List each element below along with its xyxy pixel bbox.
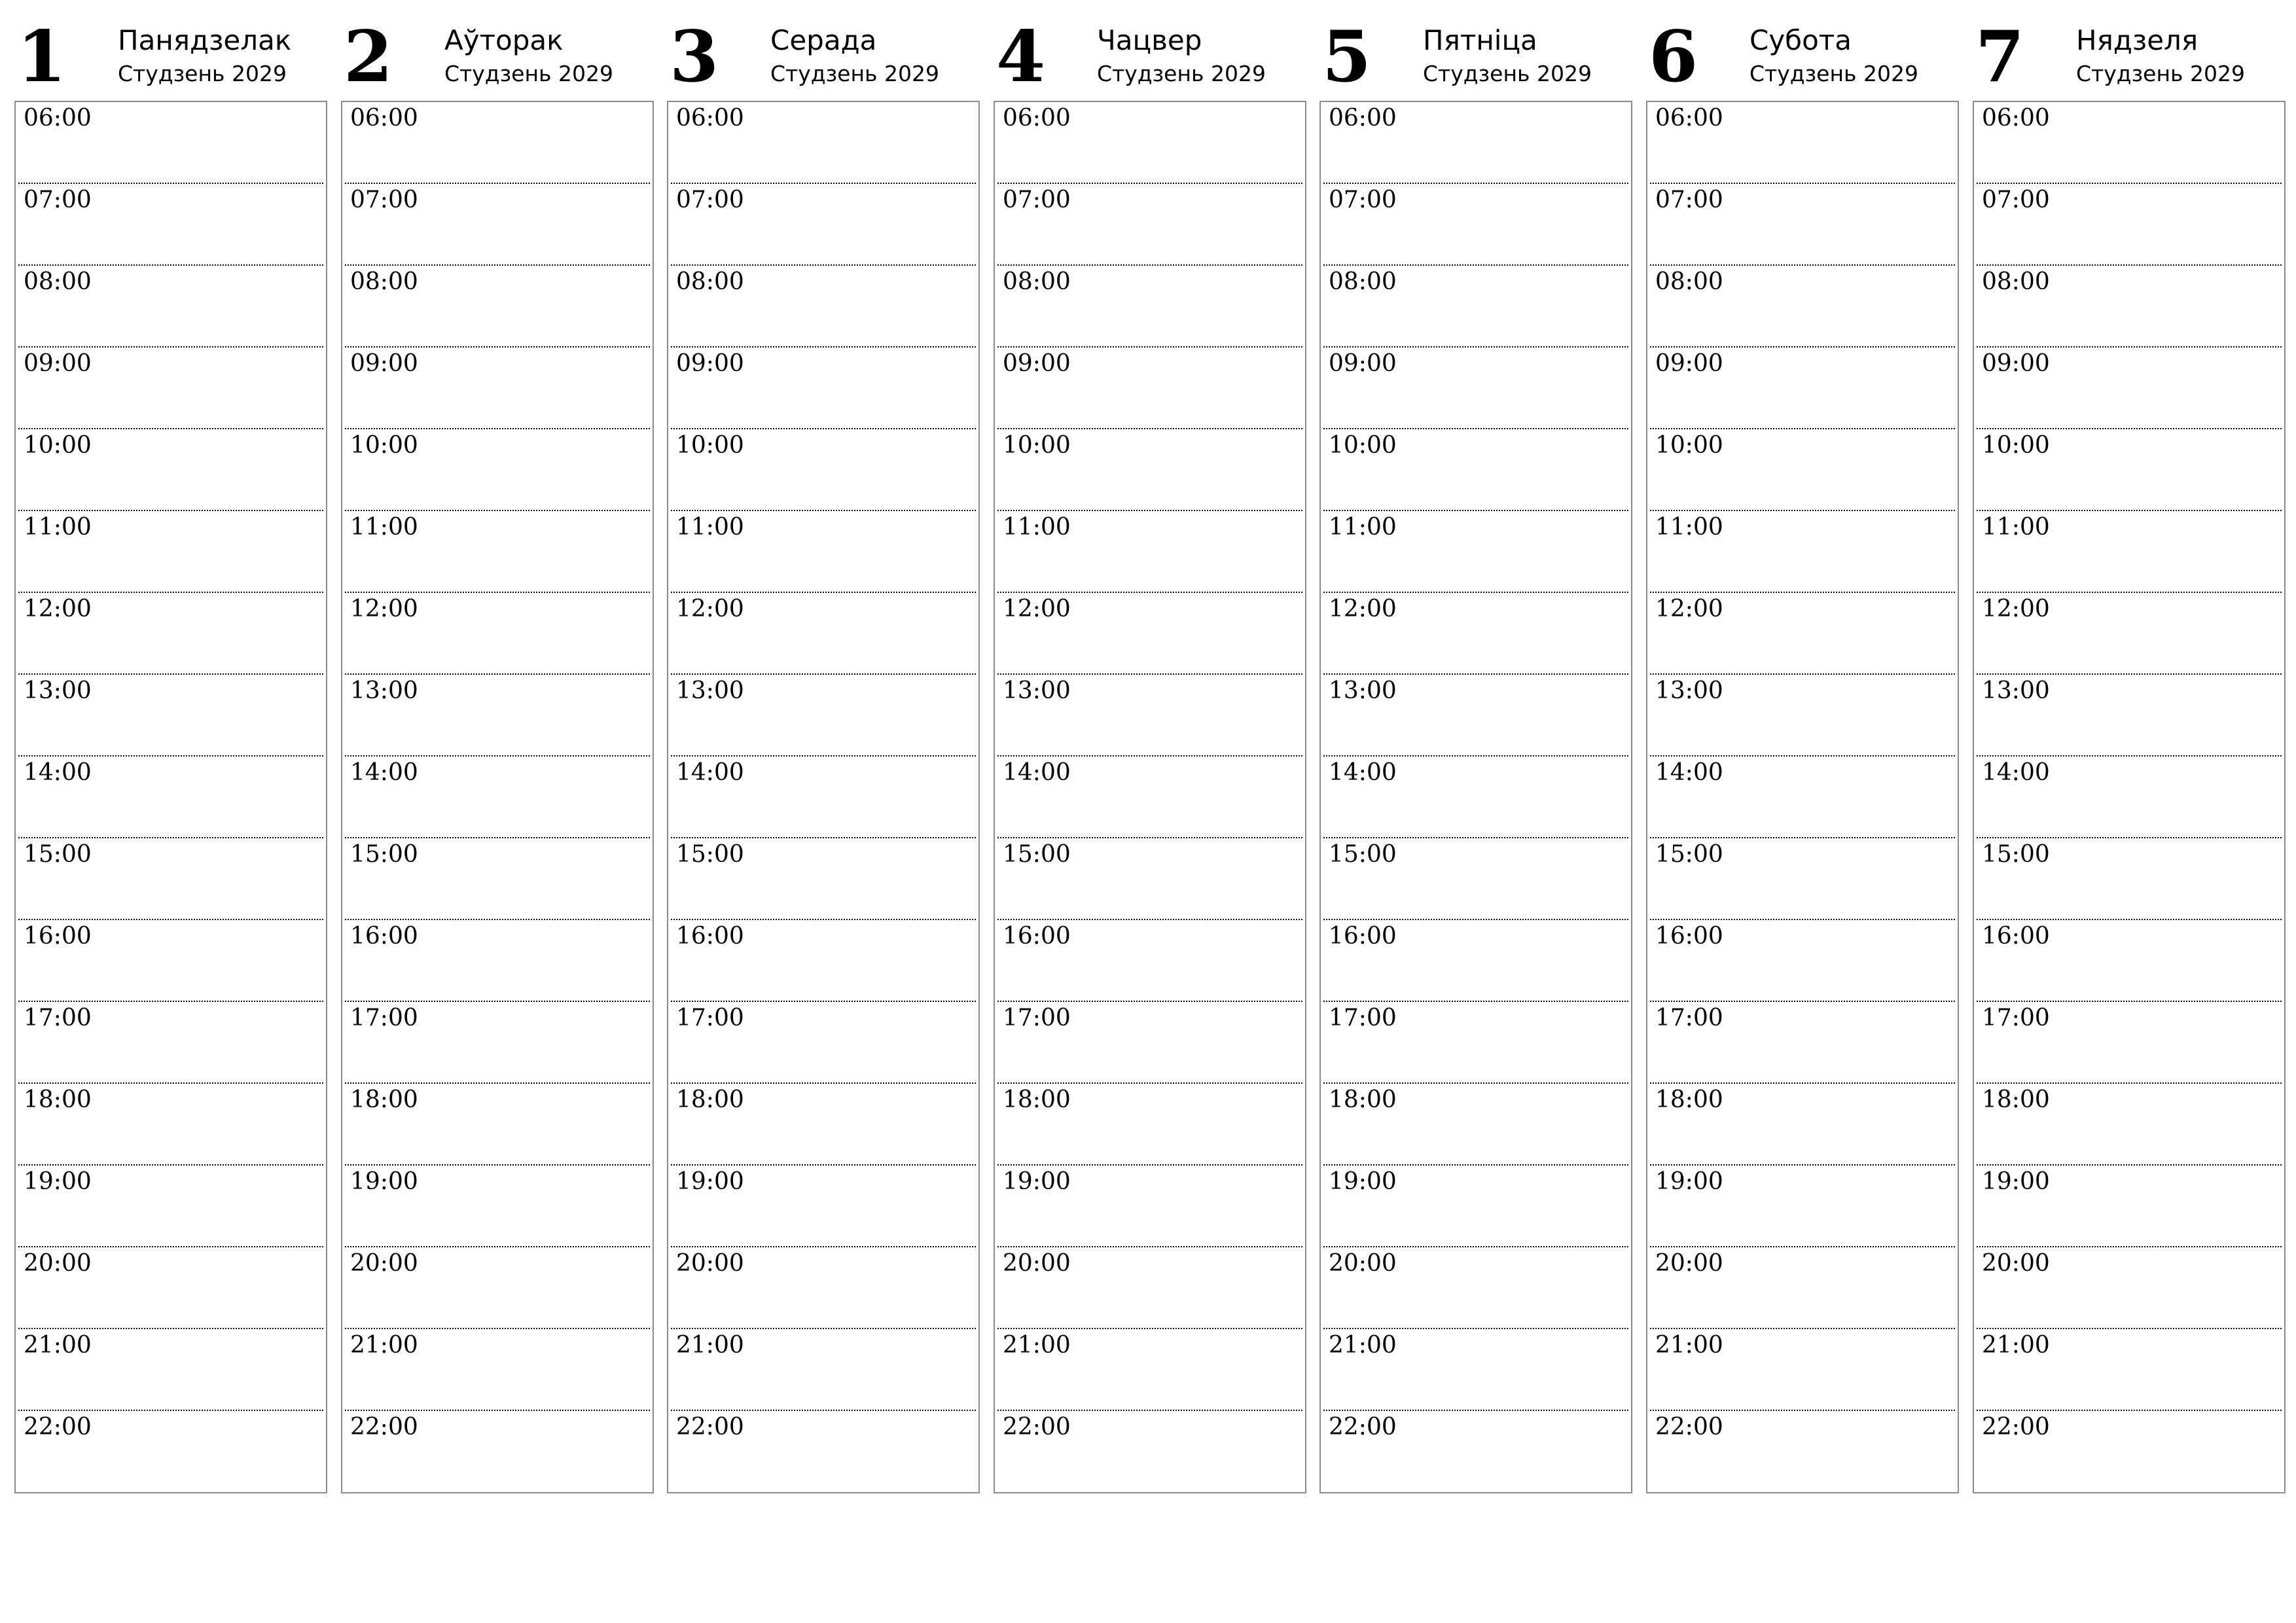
day-schedule	[341, 101, 654, 1493]
time-slot[interactable]	[668, 1002, 978, 1084]
time-label: 21:00	[24, 1332, 92, 1359]
time-slot[interactable]	[342, 348, 653, 429]
day-name: Серада	[770, 24, 877, 56]
time-slot[interactable]	[668, 1329, 978, 1411]
time-label: 15:00	[350, 841, 418, 868]
time-slot[interactable]	[1647, 1084, 1958, 1166]
time-slot[interactable]	[995, 348, 1305, 429]
time-label: 06:00	[676, 105, 744, 132]
time-slot[interactable]	[1974, 1084, 2284, 1166]
time-label: 08:00	[24, 268, 92, 295]
time-label: 20:00	[1003, 1250, 1071, 1277]
time-label: 19:00	[24, 1168, 92, 1195]
month-label: Студзень 2029	[1423, 61, 1592, 86]
day-number: 6	[1649, 16, 1698, 98]
time-slot[interactable]	[1974, 102, 2284, 184]
time-slot[interactable]	[995, 102, 1305, 184]
time-slot[interactable]	[1647, 593, 1958, 675]
time-slot[interactable]	[995, 920, 1305, 1002]
time-label: 18:00	[1655, 1086, 1723, 1113]
time-label: 15:00	[676, 841, 744, 868]
time-slot[interactable]	[1647, 429, 1958, 511]
time-slot[interactable]	[1321, 1002, 1631, 1084]
time-label: 20:00	[1655, 1250, 1723, 1277]
day-number: 5	[1322, 16, 1372, 98]
day-name: Чацвер	[1097, 24, 1202, 56]
time-slot[interactable]	[16, 838, 326, 920]
day-name: Пятніца	[1423, 24, 1537, 56]
time-slot[interactable]	[1321, 1084, 1631, 1166]
time-slot[interactable]	[668, 184, 978, 266]
time-slot[interactable]	[1974, 184, 2284, 266]
time-slot[interactable]	[995, 1247, 1305, 1329]
time-slot[interactable]	[1647, 184, 1958, 266]
time-slot[interactable]	[16, 266, 326, 348]
time-label: 09:00	[24, 350, 92, 377]
time-slot[interactable]	[995, 1166, 1305, 1247]
time-slot[interactable]	[342, 102, 653, 184]
time-label: 08:00	[1655, 268, 1723, 295]
time-slot[interactable]	[668, 1084, 978, 1166]
day-header	[1319, 0, 1632, 101]
time-slot[interactable]	[1321, 1166, 1631, 1247]
time-slot[interactable]	[1974, 920, 2284, 1002]
time-label: 17:00	[24, 1005, 92, 1031]
time-slot[interactable]	[16, 348, 326, 429]
time-slot[interactable]	[1647, 757, 1958, 838]
time-label: 08:00	[1982, 268, 2050, 295]
time-label: 22:00	[350, 1414, 418, 1440]
time-slot[interactable]	[342, 184, 653, 266]
time-slot[interactable]	[342, 429, 653, 511]
time-label: 22:00	[1003, 1414, 1071, 1440]
time-slot[interactable]	[995, 184, 1305, 266]
time-label: 07:00	[350, 187, 418, 213]
time-slot[interactable]	[668, 838, 978, 920]
time-label: 11:00	[350, 514, 418, 541]
time-slot[interactable]	[668, 429, 978, 511]
time-slot[interactable]	[668, 102, 978, 184]
day-schedule	[1973, 101, 2286, 1493]
time-slot[interactable]	[342, 1084, 653, 1166]
time-label: 07:00	[24, 187, 92, 213]
time-slot[interactable]	[1647, 348, 1958, 429]
time-label: 09:00	[676, 350, 744, 377]
time-slot[interactable]	[16, 1084, 326, 1166]
day-schedule	[14, 101, 327, 1493]
time-slot[interactable]	[1321, 1411, 1631, 1483]
time-label: 22:00	[1982, 1414, 2050, 1440]
day-schedule	[1319, 101, 1632, 1493]
time-label: 14:00	[350, 759, 418, 786]
time-slot[interactable]	[668, 675, 978, 757]
time-label: 14:00	[1003, 759, 1071, 786]
time-label: 18:00	[1982, 1086, 2050, 1113]
time-label: 09:00	[1003, 350, 1071, 377]
time-label: 17:00	[1003, 1005, 1071, 1031]
time-label: 14:00	[24, 759, 92, 786]
time-slot[interactable]	[668, 593, 978, 675]
time-label: 12:00	[24, 596, 92, 622]
time-label: 19:00	[1655, 1168, 1723, 1195]
time-slot[interactable]	[995, 1329, 1305, 1411]
time-label: 14:00	[1655, 759, 1723, 786]
time-label: 11:00	[1655, 514, 1723, 541]
time-label: 06:00	[1655, 105, 1723, 132]
time-label: 09:00	[1655, 350, 1723, 377]
time-slot[interactable]	[16, 675, 326, 757]
time-label: 15:00	[24, 841, 92, 868]
time-label: 21:00	[676, 1332, 744, 1359]
time-slot[interactable]	[1321, 348, 1631, 429]
month-label: Студзень 2029	[2076, 61, 2245, 86]
time-slot[interactable]	[668, 1166, 978, 1247]
time-label: 22:00	[676, 1414, 744, 1440]
time-slot[interactable]	[1974, 429, 2284, 511]
time-slot[interactable]	[16, 102, 326, 184]
time-slot[interactable]	[1974, 1166, 2284, 1247]
time-label: 18:00	[1003, 1086, 1071, 1113]
time-slot[interactable]	[16, 1411, 326, 1483]
time-slot[interactable]	[16, 1329, 326, 1411]
month-label: Студзень 2029	[770, 61, 939, 86]
time-slot[interactable]	[342, 593, 653, 675]
time-label: 16:00	[1329, 923, 1397, 950]
time-label: 10:00	[24, 432, 92, 459]
time-label: 09:00	[1329, 350, 1397, 377]
time-label: 13:00	[24, 677, 92, 704]
time-slot[interactable]	[342, 1002, 653, 1084]
time-label: 11:00	[676, 514, 744, 541]
time-label: 18:00	[24, 1086, 92, 1113]
time-label: 20:00	[676, 1250, 744, 1277]
time-label: 18:00	[1329, 1086, 1397, 1113]
time-slot[interactable]	[16, 1247, 326, 1329]
time-label: 08:00	[350, 268, 418, 295]
time-label: 19:00	[1982, 1168, 2050, 1195]
time-label: 10:00	[1655, 432, 1723, 459]
time-slot[interactable]	[995, 838, 1305, 920]
time-slot[interactable]	[342, 266, 653, 348]
day-number: 3	[670, 16, 719, 98]
time-label: 08:00	[1329, 268, 1397, 295]
day-header	[1646, 0, 1959, 101]
time-slot[interactable]	[16, 511, 326, 593]
time-slot[interactable]	[342, 757, 653, 838]
time-slot[interactable]	[1974, 757, 2284, 838]
time-label: 22:00	[24, 1414, 92, 1440]
time-label: 18:00	[676, 1086, 744, 1113]
time-label: 16:00	[1982, 923, 2050, 950]
day-name: Нядзеля	[2076, 24, 2198, 56]
time-label: 13:00	[676, 677, 744, 704]
time-slot[interactable]	[1974, 593, 2284, 675]
time-label: 13:00	[1655, 677, 1723, 704]
time-label: 13:00	[1003, 677, 1071, 704]
time-label: 14:00	[676, 759, 744, 786]
day-number: 1	[17, 16, 67, 98]
time-slot[interactable]	[1647, 1002, 1958, 1084]
time-slot[interactable]	[16, 757, 326, 838]
time-label: 20:00	[24, 1250, 92, 1277]
time-label: 19:00	[1329, 1168, 1397, 1195]
time-label: 19:00	[1003, 1168, 1071, 1195]
time-label: 16:00	[1655, 923, 1723, 950]
time-label: 21:00	[1329, 1332, 1397, 1359]
time-label: 09:00	[350, 350, 418, 377]
time-label: 11:00	[1329, 514, 1397, 541]
time-label: 10:00	[1982, 432, 2050, 459]
time-label: 15:00	[1982, 841, 2050, 868]
time-label: 13:00	[350, 677, 418, 704]
time-slot[interactable]	[342, 1247, 653, 1329]
time-label: 06:00	[24, 105, 92, 132]
time-slot[interactable]	[1974, 266, 2284, 348]
time-label: 20:00	[1329, 1250, 1397, 1277]
month-label: Студзень 2029	[1097, 61, 1266, 86]
time-label: 12:00	[1655, 596, 1723, 622]
time-slot[interactable]	[1974, 511, 2284, 593]
time-slot[interactable]	[342, 675, 653, 757]
time-label: 09:00	[1982, 350, 2050, 377]
time-label: 17:00	[1329, 1005, 1397, 1031]
day-schedule	[667, 101, 980, 1493]
time-slot[interactable]	[1974, 1002, 2284, 1084]
time-label: 07:00	[676, 187, 744, 213]
time-label: 13:00	[1329, 677, 1397, 704]
time-slot[interactable]	[342, 1166, 653, 1247]
time-slot[interactable]	[1974, 1411, 2284, 1483]
time-label: 07:00	[1655, 187, 1723, 213]
time-slot[interactable]	[1647, 675, 1958, 757]
time-slot[interactable]	[668, 757, 978, 838]
time-slot[interactable]	[1321, 102, 1631, 184]
time-label: 10:00	[350, 432, 418, 459]
time-slot[interactable]	[16, 920, 326, 1002]
time-label: 19:00	[350, 1168, 418, 1195]
month-label: Студзень 2029	[1749, 61, 1918, 86]
time-slot[interactable]	[342, 1411, 653, 1483]
time-label: 21:00	[1003, 1332, 1071, 1359]
time-slot[interactable]	[1974, 348, 2284, 429]
time-slot[interactable]	[1321, 593, 1631, 675]
time-slot[interactable]	[1647, 102, 1958, 184]
time-slot[interactable]	[995, 593, 1305, 675]
time-label: 10:00	[676, 432, 744, 459]
time-slot[interactable]	[1647, 1247, 1958, 1329]
time-slot[interactable]	[995, 1002, 1305, 1084]
time-label: 22:00	[1329, 1414, 1397, 1440]
time-slot[interactable]	[1647, 920, 1958, 1002]
time-label: 19:00	[676, 1168, 744, 1195]
day-name: Панядзелак	[118, 24, 292, 56]
time-slot[interactable]	[1647, 511, 1958, 593]
day-header	[667, 0, 980, 101]
time-slot[interactable]	[1321, 920, 1631, 1002]
time-label: 15:00	[1003, 841, 1071, 868]
time-slot[interactable]	[1321, 429, 1631, 511]
time-label: 07:00	[1003, 187, 1071, 213]
time-slot[interactable]	[16, 429, 326, 511]
time-label: 13:00	[1982, 677, 2050, 704]
time-slot[interactable]	[1647, 266, 1958, 348]
time-label: 06:00	[1003, 105, 1071, 132]
time-label: 21:00	[350, 1332, 418, 1359]
time-slot[interactable]	[995, 266, 1305, 348]
time-label: 21:00	[1655, 1332, 1723, 1359]
day-name: Аўторак	[444, 24, 564, 56]
time-label: 17:00	[1982, 1005, 2050, 1031]
time-slot[interactable]	[342, 920, 653, 1002]
time-label: 10:00	[1329, 432, 1397, 459]
time-label: 20:00	[1982, 1250, 2050, 1277]
time-label: 11:00	[1003, 514, 1071, 541]
time-label: 17:00	[1655, 1005, 1723, 1031]
day-number: 2	[344, 16, 393, 98]
time-slot[interactable]	[1321, 675, 1631, 757]
time-label: 12:00	[676, 596, 744, 622]
time-slot[interactable]	[1974, 838, 2284, 920]
time-slot[interactable]	[668, 1411, 978, 1483]
time-slot[interactable]	[1321, 266, 1631, 348]
time-label: 17:00	[350, 1005, 418, 1031]
day-schedule	[994, 101, 1306, 1493]
day-header	[994, 0, 1306, 101]
time-label: 15:00	[1655, 841, 1723, 868]
time-slot[interactable]	[668, 266, 978, 348]
time-label: 14:00	[1329, 759, 1397, 786]
time-label: 06:00	[1329, 105, 1397, 132]
day-number: 4	[996, 16, 1046, 98]
time-slot[interactable]	[342, 511, 653, 593]
time-label: 11:00	[24, 514, 92, 541]
month-label: Студзень 2029	[118, 61, 287, 86]
time-label: 17:00	[676, 1005, 744, 1031]
time-slot[interactable]	[668, 920, 978, 1002]
time-slot[interactable]	[668, 511, 978, 593]
time-slot[interactable]	[1647, 1329, 1958, 1411]
time-label: 12:00	[1003, 596, 1071, 622]
time-slot[interactable]	[1321, 184, 1631, 266]
time-slot[interactable]	[1974, 1329, 2284, 1411]
time-slot[interactable]	[1321, 511, 1631, 593]
time-slot[interactable]	[1321, 838, 1631, 920]
time-label: 20:00	[350, 1250, 418, 1277]
time-slot[interactable]	[1647, 838, 1958, 920]
time-label: 16:00	[676, 923, 744, 950]
time-label: 16:00	[24, 923, 92, 950]
time-slot[interactable]	[995, 429, 1305, 511]
time-slot[interactable]	[668, 1247, 978, 1329]
time-label: 11:00	[1982, 514, 2050, 541]
time-label: 07:00	[1982, 187, 2050, 213]
time-slot[interactable]	[1321, 757, 1631, 838]
time-label: 21:00	[1982, 1332, 2050, 1359]
time-label: 14:00	[1982, 759, 2050, 786]
time-slot[interactable]	[16, 593, 326, 675]
time-label: 06:00	[1982, 105, 2050, 132]
time-slot[interactable]	[995, 1084, 1305, 1166]
time-label: 12:00	[350, 596, 418, 622]
time-slot[interactable]	[16, 184, 326, 266]
time-label: 15:00	[1329, 841, 1397, 868]
time-slot[interactable]	[1974, 675, 2284, 757]
time-slot[interactable]	[668, 348, 978, 429]
time-label: 06:00	[350, 105, 418, 132]
time-slot[interactable]	[1321, 1329, 1631, 1411]
month-label: Студзень 2029	[444, 61, 613, 86]
time-label: 07:00	[1329, 187, 1397, 213]
time-slot[interactable]	[16, 1166, 326, 1247]
time-slot[interactable]	[995, 675, 1305, 757]
day-header	[14, 0, 327, 101]
day-schedule	[1646, 101, 1959, 1493]
time-slot[interactable]	[1321, 1247, 1631, 1329]
time-slot[interactable]	[16, 1002, 326, 1084]
time-label: 12:00	[1329, 596, 1397, 622]
time-slot[interactable]	[995, 511, 1305, 593]
day-name: Субота	[1749, 24, 1852, 56]
time-label: 18:00	[350, 1086, 418, 1113]
time-label: 16:00	[1003, 923, 1071, 950]
time-slot[interactable]	[995, 757, 1305, 838]
day-number: 7	[1975, 16, 2025, 98]
time-slot[interactable]	[1647, 1166, 1958, 1247]
time-slot[interactable]	[342, 838, 653, 920]
time-slot[interactable]	[995, 1411, 1305, 1483]
day-header	[341, 0, 654, 101]
time-slot[interactable]	[1974, 1247, 2284, 1329]
time-slot[interactable]	[342, 1329, 653, 1411]
time-label: 08:00	[1003, 268, 1071, 295]
time-slot[interactable]	[1647, 1411, 1958, 1483]
time-label: 12:00	[1982, 596, 2050, 622]
day-header	[1973, 0, 2286, 101]
time-label: 22:00	[1655, 1414, 1723, 1440]
time-label: 16:00	[350, 923, 418, 950]
time-label: 08:00	[676, 268, 744, 295]
time-label: 10:00	[1003, 432, 1071, 459]
